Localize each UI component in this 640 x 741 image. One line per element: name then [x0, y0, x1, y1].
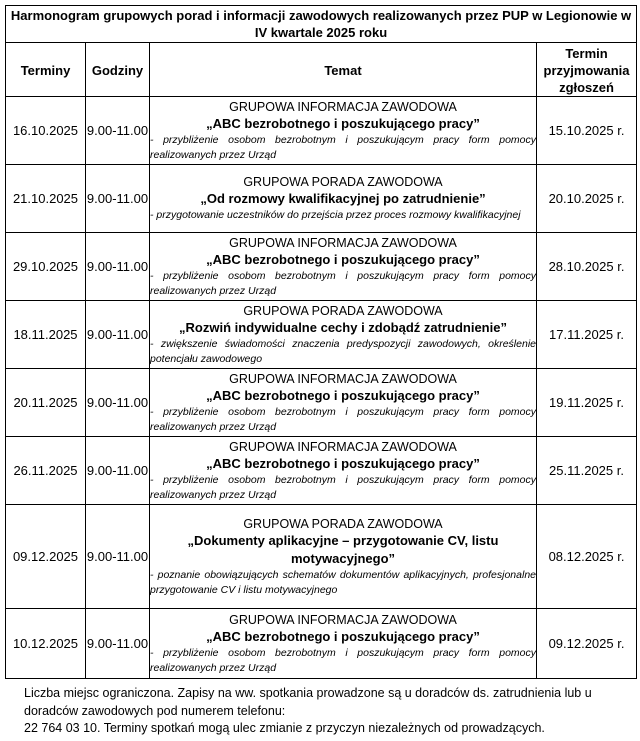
schedule-table: [5, 5, 637, 679]
session-hours: 9.00-11.00: [86, 437, 150, 505]
registration-deadline: 15.10.2025 r.: [537, 97, 637, 165]
table-row: [6, 369, 637, 437]
session-kind: GRUPOWA INFORMACJA ZAWODOWA: [229, 612, 457, 627]
session-topic: [150, 97, 537, 165]
session-kind: GRUPOWA INFORMACJA ZAWODOWA: [229, 371, 457, 386]
session-kind: GRUPOWA PORADA ZAWODOWA: [243, 175, 443, 189]
session-date: 29.10.2025: [6, 233, 86, 301]
session-date: 20.11.2025: [6, 369, 86, 437]
registration-deadline: 20.10.2025 r.: [537, 165, 637, 233]
registration-deadline: 25.11.2025 r.: [537, 437, 637, 505]
table-row: [6, 301, 637, 369]
session-kind: GRUPOWA PORADA ZAWODOWA: [243, 303, 443, 318]
column-header-hours: Godziny: [86, 43, 150, 97]
session-topic: [150, 505, 537, 609]
table-row: [6, 233, 637, 301]
session-date: 18.11.2025: [6, 301, 86, 369]
footer-line-2: 22 764 03 10. Terminy spotkań mogą ulec zmianie z przyczyn niezależnych od prowadzących.: [24, 721, 545, 735]
session-description: - przybliżenie osobom bezrobotnym i poszukującym pracy form pomocy realizowanych przez Urząd: [150, 473, 536, 501]
session-hours: 9.00-11.00: [86, 97, 150, 165]
table-row: [6, 437, 637, 505]
session-hours: 9.00-11.00: [86, 165, 150, 233]
session-date: 16.10.2025: [6, 97, 86, 165]
column-header-deadline: Termin przyjmowania zgłoszeń: [537, 43, 637, 97]
session-description: - przybliżenie osobom bezrobotnym i poszukującym pracy form pomocy realizowanych przez Urząd: [150, 133, 536, 161]
session-topic: [150, 233, 537, 301]
session-subject: „ABC bezrobotnego i poszukującego pracy”: [206, 387, 480, 403]
session-kind: GRUPOWA PORADA ZAWODOWA: [243, 516, 443, 531]
session-hours: 9.00-11.00: [86, 505, 150, 609]
title-row: [6, 6, 637, 43]
session-subject: „Od rozmowy kwalifikacyjnej po zatrudnienie”: [200, 191, 486, 206]
session-topic: [150, 609, 537, 679]
registration-deadline: 19.11.2025 r.: [537, 369, 637, 437]
session-subject: „Dokumenty aplikacyjne – przygotowanie CV, listu motywacyjnego”: [187, 532, 499, 566]
session-description: - przybliżenie osobom bezrobotnym i poszukującym pracy form pomocy realizowanych przez Urząd: [150, 269, 536, 297]
session-hours: 9.00-11.00: [86, 609, 150, 679]
session-subject: „ABC bezrobotnego i poszukującego pracy”: [206, 115, 480, 131]
session-hours: 9.00-11.00: [86, 369, 150, 437]
column-header-topic: Temat: [150, 43, 537, 97]
header-row: [6, 43, 637, 97]
session-date: 21.10.2025: [6, 165, 86, 233]
session-description: - przygotowanie uczestników do przejścia przez proces rozmowy kwalifikacyjnej: [150, 209, 521, 221]
session-hours: 9.00-11.00: [86, 233, 150, 301]
registration-deadline: 17.11.2025 r.: [537, 301, 637, 369]
session-date: 09.12.2025: [6, 505, 86, 609]
registration-deadline: 28.10.2025 r.: [537, 233, 637, 301]
session-date: 10.12.2025: [6, 609, 86, 679]
session-kind: GRUPOWA INFORMACJA ZAWODOWA: [229, 439, 457, 454]
session-topic: [150, 369, 537, 437]
session-date: 26.11.2025: [6, 437, 86, 505]
session-subject: „ABC bezrobotnego i poszukującego pracy”: [206, 251, 480, 267]
session-description: - przybliżenie osobom bezrobotnym i poszukującym pracy form pomocy realizowanych przez Urząd: [150, 646, 536, 674]
session-description: - zwiększenie świadomości znaczenia predyspozycji zawodowych, określenie potencjału zawodowego: [150, 337, 536, 365]
session-topic: [150, 165, 537, 233]
session-subject: „ABC bezrobotnego i poszukującego pracy”: [206, 455, 480, 471]
registration-deadline: 08.12.2025 r.: [537, 505, 637, 609]
session-hours: 9.00-11.00: [86, 301, 150, 369]
registration-deadline: 09.12.2025 r.: [537, 609, 637, 679]
session-topic: [150, 301, 537, 369]
table-row: [6, 165, 637, 233]
session-topic: [150, 437, 537, 505]
session-description: - przybliżenie osobom bezrobotnym i poszukującym pracy form pomocy realizowanych przez Urząd: [150, 405, 536, 433]
table-row: [6, 609, 637, 679]
session-subject: „ABC bezrobotnego i poszukującego pracy”: [206, 628, 480, 644]
document-title: Harmonogram grupowych porad i informacji zawodowych realizowanych przez PUP w Legionowie w IV kwartale 2025 roku: [6, 6, 637, 43]
session-subject: „Rozwiń indywidualne cechy i zdobądź zatrudnienie”: [179, 319, 507, 335]
footer-line-1: Liczba miejsc ograniczona. Zapisy na ww. spotkania prowadzone są u doradców ds. zatrudnienia lub u doradców zawodowych pod numerem telefonu:: [24, 686, 592, 718]
footer-note: [24, 685, 628, 738]
column-header-terms: Terminy: [6, 43, 86, 97]
session-kind: GRUPOWA INFORMACJA ZAWODOWA: [229, 99, 457, 114]
table-row: [6, 505, 637, 609]
table-row: [6, 97, 637, 165]
session-kind: GRUPOWA INFORMACJA ZAWODOWA: [229, 235, 457, 250]
session-description: - poznanie obowiązujących schematów dokumentów aplikacyjnych, profesjonalne przygotowanie CV i listu motywacyjnego: [150, 568, 536, 596]
